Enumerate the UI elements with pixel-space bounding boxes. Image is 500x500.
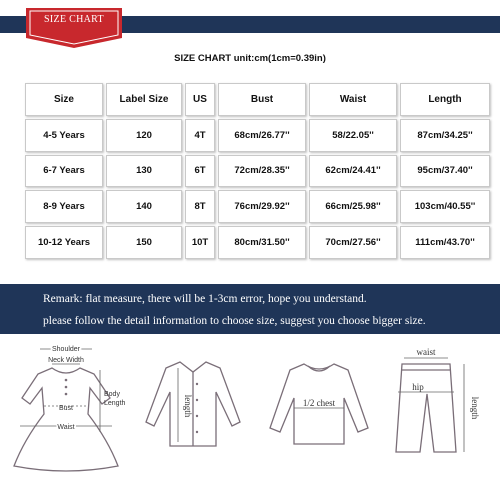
cell-size: 8-9 Years	[25, 190, 103, 223]
cell-bust: 76cm/29.92''	[218, 190, 306, 223]
remark-line-1: Remark: flat measure, there will be 1-3cm error, hope you understand.	[43, 293, 367, 305]
button-icon	[196, 415, 198, 417]
cell-size: 6-7 Years	[25, 155, 103, 188]
body-length-label-1: Body	[104, 391, 120, 398]
header-bust: Bust	[218, 83, 306, 116]
remark-band	[0, 284, 500, 334]
shirt-measure-diagram	[136, 340, 250, 480]
cell-waist: 62cm/24.41''	[309, 155, 397, 188]
cell-bust: 72cm/28.35''	[218, 155, 306, 188]
table-row	[25, 155, 490, 188]
pants-length-label: length	[470, 396, 480, 420]
header-us: US	[185, 83, 215, 116]
cell-size: 10-12 Years	[25, 226, 103, 259]
cell-length: 95cm/37.40''	[400, 155, 490, 188]
button-icon	[196, 383, 198, 385]
button-icon	[196, 399, 198, 401]
pants-waist-label: waist	[416, 347, 436, 357]
cell-us: 4T	[185, 119, 215, 152]
neck-width-label: Neck Width	[48, 357, 84, 364]
button-icon	[196, 431, 198, 433]
cell-bust: 68cm/26.77''	[218, 119, 306, 152]
table-row	[25, 226, 490, 259]
table-row	[25, 119, 490, 152]
pants-measure-diagram	[384, 340, 494, 480]
cell-waist: 70cm/27.56''	[309, 226, 397, 259]
chest-label: 1/2 chest	[302, 398, 336, 408]
hip-label: hip	[412, 382, 424, 392]
header-waist: Waist	[309, 83, 397, 116]
header-length: Length	[400, 83, 490, 116]
cell-label-size: 130	[106, 155, 182, 188]
shoulder-label: Shoulder	[51, 346, 81, 353]
cell-length: 87cm/34.25''	[400, 119, 490, 152]
header-size: Size	[25, 83, 103, 116]
chart-title: SIZE CHART unit:cm(1cm=0.39in)	[174, 53, 326, 64]
body-length-label-2: Length	[104, 400, 126, 407]
cell-label-size: 120	[106, 119, 182, 152]
cell-length: 111cm/43.70''	[400, 226, 490, 259]
dress-measure-diagram	[6, 340, 130, 480]
cell-size: 4-5 Years	[25, 119, 103, 152]
cell-bust: 80cm/31.50''	[218, 226, 306, 259]
cell-waist: 66cm/25.98''	[309, 190, 397, 223]
cell-label-size: 140	[106, 190, 182, 223]
cell-length: 103cm/40.55''	[400, 190, 490, 223]
bust-label: Bust	[58, 405, 74, 412]
table-row	[25, 190, 490, 223]
pants-outline	[396, 364, 456, 452]
header-label-size: Label Size	[106, 83, 182, 116]
remark-line-2: please follow the detail information to choose size, suggest you choose bigger size.	[43, 315, 426, 327]
cell-us: 8T	[185, 190, 215, 223]
size-table	[22, 80, 493, 262]
cell-waist: 58/22.05''	[309, 119, 397, 152]
cell-us: 6T	[185, 155, 215, 188]
button-icon	[65, 386, 68, 389]
button-icon	[65, 379, 68, 382]
cell-us: 10T	[185, 226, 215, 259]
dress-outline	[14, 368, 118, 471]
ribbon-label: SIZE CHART	[44, 14, 104, 25]
button-icon	[65, 393, 68, 396]
table-header-row	[25, 83, 490, 116]
cell-label-size: 150	[106, 226, 182, 259]
sweater-measure-diagram	[260, 340, 378, 480]
waist-label: Waist	[57, 424, 75, 431]
shirt-length-label: length	[183, 394, 193, 418]
